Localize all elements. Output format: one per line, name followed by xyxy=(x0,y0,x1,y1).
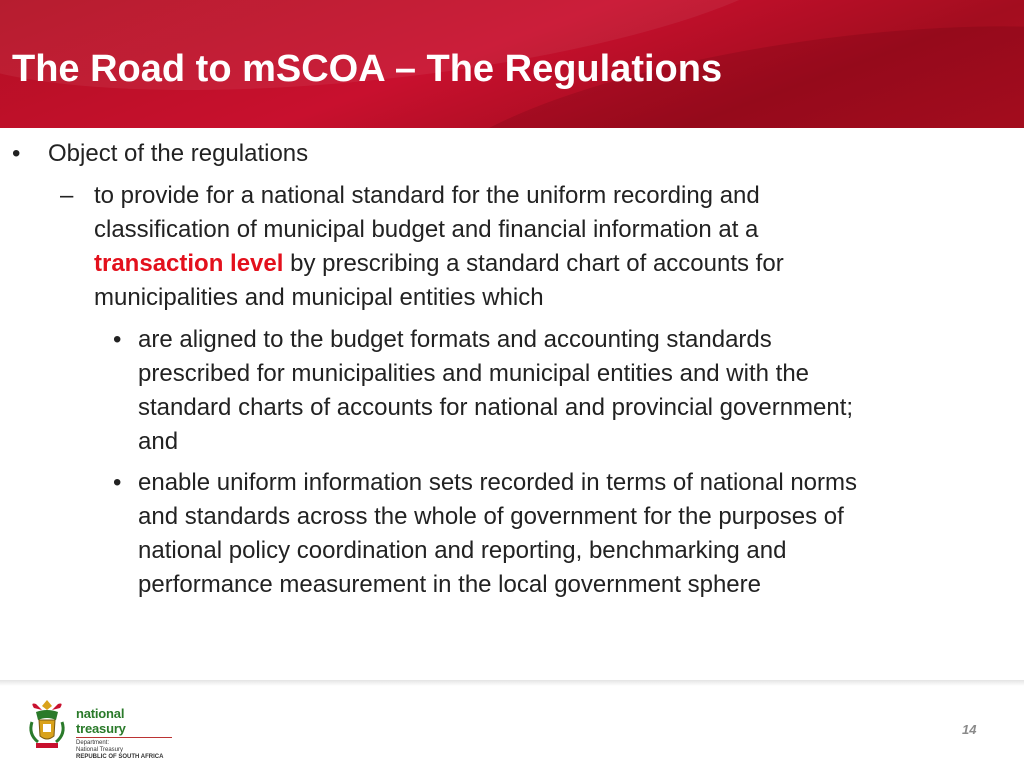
bullet-object-of-regulations: Object of the regulations xyxy=(48,140,309,167)
brand-name: national treasury xyxy=(76,706,126,736)
sub-bullet-line: prescribed for municipalities and municipal entities and with the xyxy=(138,360,810,387)
dept-label: Department: xyxy=(76,740,110,746)
sub-item-line-rest: by prescribing a standard chart of accounts for xyxy=(283,250,784,277)
coat-of-arms-icon xyxy=(26,698,68,752)
sub-bullet-line: standard charts of accounts for national and provincial government; xyxy=(138,394,854,421)
sub-bullet-line: enable uniform information sets recorded in terms of national norms xyxy=(138,469,858,496)
sub-item-line: to provide for a national standard for the uniform recording and xyxy=(94,182,760,209)
bullet-marker: • xyxy=(113,326,122,353)
sub-bullet-line: are aligned to the budget formats and accounting standards xyxy=(138,326,772,353)
highlight-transaction-level: transaction level xyxy=(94,250,284,277)
page-number: 14 xyxy=(962,722,977,737)
slide-title: The Road to mSCOA – The Regulations xyxy=(12,48,723,90)
country-name: REPUBLIC OF SOUTH AFRICA xyxy=(76,754,164,760)
logo-text xyxy=(76,706,176,761)
footer-divider xyxy=(0,680,1024,686)
sub-bullet-line: and standards across the whole of government for the purposes of xyxy=(138,503,844,530)
brand-underline xyxy=(76,737,172,738)
title-banner xyxy=(0,0,1024,128)
dept-name: National Treasury xyxy=(76,747,124,753)
sub-bullet-line: national policy coordination and reporting, benchmarking and xyxy=(138,537,787,564)
sub-item-line: classification of municipal budget and financial information at a xyxy=(94,216,759,243)
bullet-marker: • xyxy=(113,469,122,496)
bullet-marker: • xyxy=(12,140,21,167)
sub-bullet-line: performance measurement in the local government sphere xyxy=(138,571,761,598)
sub-item-line: municipalities and municipal entities which xyxy=(94,284,544,311)
sub-bullet-line: and xyxy=(138,428,179,455)
dash-marker: – xyxy=(60,182,74,209)
national-treasury-logo xyxy=(26,698,176,760)
sub-item-line-with-highlight xyxy=(94,247,784,281)
